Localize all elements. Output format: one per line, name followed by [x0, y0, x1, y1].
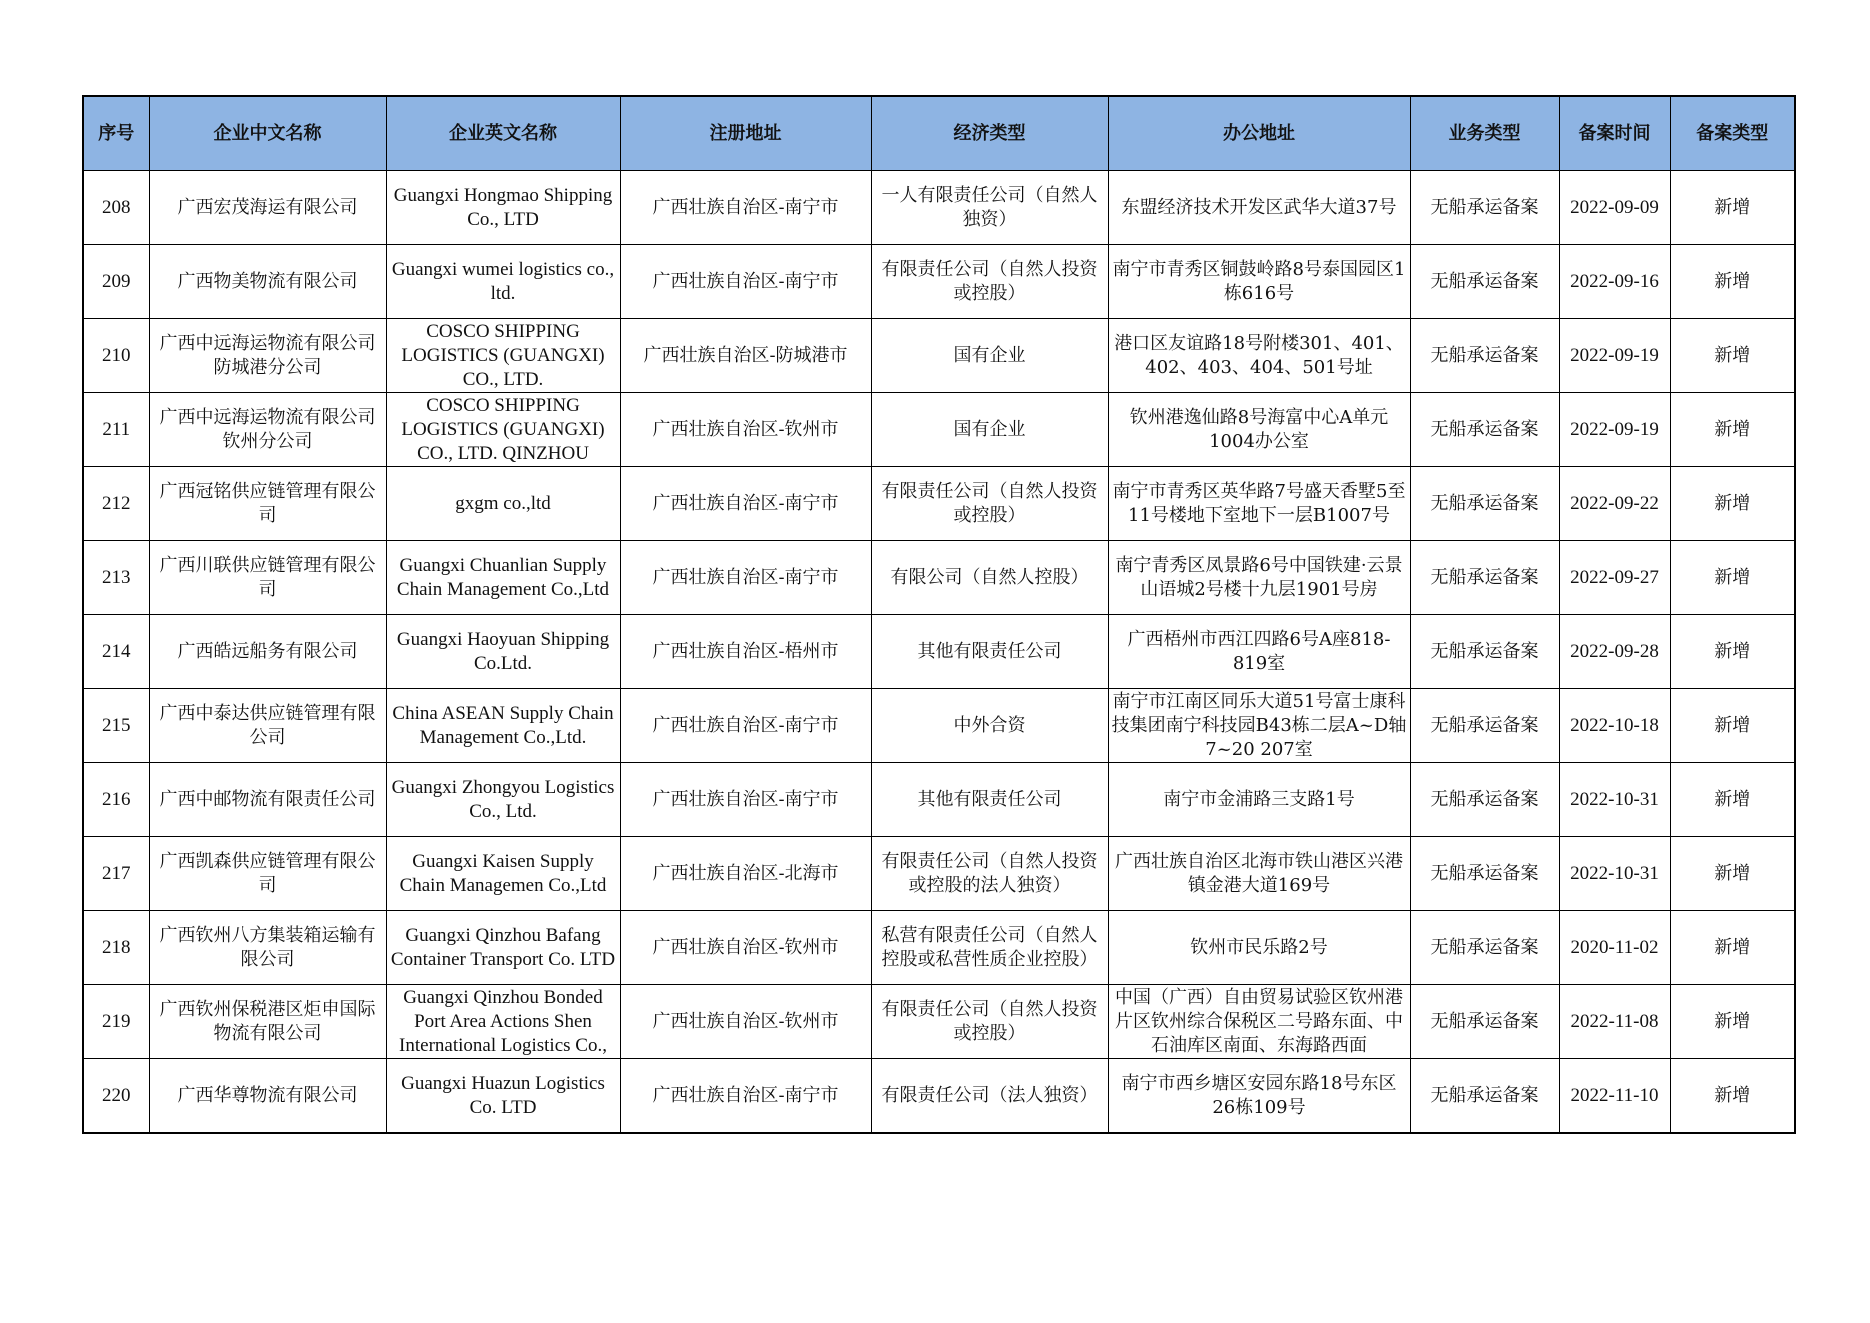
row-en-name: gxgm co.,ltd [386, 467, 620, 541]
row-biz-type: 无船承运备案 [1410, 541, 1559, 615]
row-filing-type: 新增 [1670, 911, 1795, 985]
row-no: 214 [83, 615, 149, 689]
row-cn-name: 广西川联供应链管理有限公司 [149, 541, 386, 615]
header-econ-type: 经济类型 [871, 96, 1108, 171]
row-office-addr: 南宁市青秀区英华路7号盛天香墅5至11号楼地下室地下一层B1007号 [1108, 467, 1410, 541]
row-cn-name: 广西中邮物流有限责任公司 [149, 763, 386, 837]
row-no: 215 [83, 689, 149, 763]
table-row [83, 1059, 1795, 1134]
row-office-addr: 钦州市民乐路2号 [1108, 911, 1410, 985]
row-no: 219 [83, 985, 149, 1059]
row-filing-type: 新增 [1670, 245, 1795, 319]
row-no: 217 [83, 837, 149, 911]
row-reg-addr: 广西壮族自治区-钦州市 [620, 911, 871, 985]
row-office-addr: 广西壮族自治区北海市铁山港区兴港镇金港大道169号 [1108, 837, 1410, 911]
row-filing-type: 新增 [1670, 467, 1795, 541]
row-office-addr: 钦州港逸仙路8号海富中心A单元1004办公室 [1108, 393, 1410, 467]
row-office-addr: 南宁青秀区凤景路6号中国铁建·云景山语城2号楼十九层1901号房 [1108, 541, 1410, 615]
row-cn-name: 广西冠铭供应链管理有限公司 [149, 467, 386, 541]
row-econ-type: 中外合资 [871, 689, 1108, 763]
table-row [83, 171, 1795, 245]
row-office-addr: 南宁市青秀区铜鼓岭路8号泰国园区1栋616号 [1108, 245, 1410, 319]
row-date: 2022-10-18 [1559, 689, 1670, 763]
row-biz-type: 无船承运备案 [1410, 171, 1559, 245]
row-no: 211 [83, 393, 149, 467]
row-en-name: Guangxi Haoyuan Shipping Co.Ltd. [386, 615, 620, 689]
row-reg-addr: 广西壮族自治区-南宁市 [620, 245, 871, 319]
row-biz-type: 无船承运备案 [1410, 1059, 1559, 1134]
row-office-addr: 中国（广西）自由贸易试验区钦州港片区钦州综合保税区二号路东面、中石油库区南面、东海路西面 [1108, 985, 1410, 1059]
header-no: 序号 [83, 96, 149, 171]
row-en-name: Guangxi Chuanlian Supply Chain Management Co.,Ltd [386, 541, 620, 615]
row-en-name: Guangxi wumei logistics co., ltd. [386, 245, 620, 319]
row-en-name: China ASEAN Supply Chain Management Co.,Ltd. [386, 689, 620, 763]
row-econ-type: 其他有限责任公司 [871, 763, 1108, 837]
table-row [83, 985, 1795, 1059]
row-en-name: COSCO SHIPPING LOGISTICS (GUANGXI) CO., LTD. [386, 319, 620, 393]
row-reg-addr: 广西壮族自治区-南宁市 [620, 763, 871, 837]
row-econ-type: 有限责任公司（自然人投资或控股） [871, 467, 1108, 541]
row-office-addr: 南宁市金浦路三支路1号 [1108, 763, 1410, 837]
row-cn-name: 广西钦州八方集装箱运输有限公司 [149, 911, 386, 985]
row-office-addr: 广西梧州市西江四路6号A座818-819室 [1108, 615, 1410, 689]
row-date: 2022-10-31 [1559, 763, 1670, 837]
row-econ-type: 有限责任公司（自然人投资或控股） [871, 985, 1108, 1059]
row-cn-name: 广西中远海运物流有限公司防城港分公司 [149, 319, 386, 393]
row-date: 2020-11-02 [1559, 911, 1670, 985]
row-no: 216 [83, 763, 149, 837]
row-reg-addr: 广西壮族自治区-南宁市 [620, 1059, 871, 1134]
row-cn-name: 广西皓远船务有限公司 [149, 615, 386, 689]
row-filing-type: 新增 [1670, 837, 1795, 911]
header-date: 备案时间 [1559, 96, 1670, 171]
row-cn-name: 广西凯森供应链管理有限公司 [149, 837, 386, 911]
row-filing-type: 新增 [1670, 541, 1795, 615]
row-reg-addr: 广西壮族自治区-南宁市 [620, 689, 871, 763]
row-date: 2022-09-28 [1559, 615, 1670, 689]
row-biz-type: 无船承运备案 [1410, 985, 1559, 1059]
row-date: 2022-11-10 [1559, 1059, 1670, 1134]
row-filing-type: 新增 [1670, 319, 1795, 393]
header-biz-type: 业务类型 [1410, 96, 1559, 171]
row-filing-type: 新增 [1670, 763, 1795, 837]
row-econ-type: 私营有限责任公司（自然人控股或私营性质企业控股） [871, 911, 1108, 985]
row-biz-type: 无船承运备案 [1410, 245, 1559, 319]
row-reg-addr: 广西壮族自治区-南宁市 [620, 467, 871, 541]
row-reg-addr: 广西壮族自治区-北海市 [620, 837, 871, 911]
row-filing-type: 新增 [1670, 689, 1795, 763]
header-en-name: 企业英文名称 [386, 96, 620, 171]
filing-table-sheet [82, 95, 1796, 1134]
row-filing-type: 新增 [1670, 1059, 1795, 1134]
row-date: 2022-09-22 [1559, 467, 1670, 541]
row-cn-name: 广西物美物流有限公司 [149, 245, 386, 319]
row-date: 2022-09-27 [1559, 541, 1670, 615]
row-date: 2022-09-19 [1559, 319, 1670, 393]
row-date: 2022-09-16 [1559, 245, 1670, 319]
row-econ-type: 有限责任公司（自然人投资或控股的法人独资） [871, 837, 1108, 911]
row-date: 2022-09-09 [1559, 171, 1670, 245]
row-econ-type: 国有企业 [871, 319, 1108, 393]
row-biz-type: 无船承运备案 [1410, 319, 1559, 393]
table-row [83, 615, 1795, 689]
row-office-addr: 港口区友谊路18号附楼301、401、402、403、404、501号址 [1108, 319, 1410, 393]
row-no: 220 [83, 1059, 149, 1134]
row-cn-name: 广西宏茂海运有限公司 [149, 171, 386, 245]
row-no: 218 [83, 911, 149, 985]
row-reg-addr: 广西壮族自治区-梧州市 [620, 615, 871, 689]
row-cn-name: 广西中远海运物流有限公司钦州分公司 [149, 393, 386, 467]
table-row [83, 245, 1795, 319]
header-cn-name: 企业中文名称 [149, 96, 386, 171]
row-biz-type: 无船承运备案 [1410, 763, 1559, 837]
row-filing-type: 新增 [1670, 985, 1795, 1059]
row-en-name: Guangxi Hongmao Shipping Co., LTD [386, 171, 620, 245]
row-en-name: Guangxi Qinzhou Bonded Port Area Actions Shen International Logistics Co., [386, 985, 620, 1059]
row-office-addr: 东盟经济技术开发区武华大道37号 [1108, 171, 1410, 245]
row-biz-type: 无船承运备案 [1410, 911, 1559, 985]
row-en-name: Guangxi Qinzhou Bafang Container Transport Co. LTD [386, 911, 620, 985]
row-office-addr: 南宁市江南区同乐大道51号富士康科技集团南宁科技园B43栋二层A~D轴7~20 207室 [1108, 689, 1410, 763]
row-filing-type: 新增 [1670, 393, 1795, 467]
row-date: 2022-09-19 [1559, 393, 1670, 467]
table-row [83, 911, 1795, 985]
row-biz-type: 无船承运备案 [1410, 689, 1559, 763]
row-biz-type: 无船承运备案 [1410, 393, 1559, 467]
row-en-name: Guangxi Huazun Logistics Co. LTD [386, 1059, 620, 1134]
row-reg-addr: 广西壮族自治区-防城港市 [620, 319, 871, 393]
row-no: 209 [83, 245, 149, 319]
row-en-name: COSCO SHIPPING LOGISTICS (GUANGXI) CO., LTD. QINZHOU [386, 393, 620, 467]
row-econ-type: 有限责任公司（自然人投资或控股） [871, 245, 1108, 319]
header-reg-addr: 注册地址 [620, 96, 871, 171]
row-office-addr: 南宁市西乡塘区安园东路18号东区26栋109号 [1108, 1059, 1410, 1134]
row-filing-type: 新增 [1670, 171, 1795, 245]
row-cn-name: 广西钦州保税港区炬申国际物流有限公司 [149, 985, 386, 1059]
table-header-row [83, 96, 1795, 171]
row-biz-type: 无船承运备案 [1410, 837, 1559, 911]
table-row [83, 763, 1795, 837]
row-cn-name: 广西中泰达供应链管理有限公司 [149, 689, 386, 763]
row-cn-name: 广西华尊物流有限公司 [149, 1059, 386, 1134]
row-en-name: Guangxi Zhongyou Logistics Co., Ltd. [386, 763, 620, 837]
row-no: 212 [83, 467, 149, 541]
row-date: 2022-10-31 [1559, 837, 1670, 911]
table-row [83, 689, 1795, 763]
row-no: 213 [83, 541, 149, 615]
row-reg-addr: 广西壮族自治区-南宁市 [620, 171, 871, 245]
row-econ-type: 其他有限责任公司 [871, 615, 1108, 689]
row-biz-type: 无船承运备案 [1410, 615, 1559, 689]
row-no: 210 [83, 319, 149, 393]
table-row [83, 541, 1795, 615]
row-filing-type: 新增 [1670, 615, 1795, 689]
row-reg-addr: 广西壮族自治区-钦州市 [620, 393, 871, 467]
header-office-addr: 办公地址 [1108, 96, 1410, 171]
row-date: 2022-11-08 [1559, 985, 1670, 1059]
filing-table [82, 95, 1796, 1134]
table-row [83, 393, 1795, 467]
row-biz-type: 无船承运备案 [1410, 467, 1559, 541]
row-no: 208 [83, 171, 149, 245]
row-econ-type: 有限公司（自然人控股） [871, 541, 1108, 615]
row-en-name: Guangxi Kaisen Supply Chain Managemen Co.,Ltd [386, 837, 620, 911]
table-row [83, 837, 1795, 911]
row-econ-type: 国有企业 [871, 393, 1108, 467]
row-econ-type: 一人有限责任公司（自然人独资） [871, 171, 1108, 245]
header-filing-type: 备案类型 [1670, 96, 1795, 171]
row-reg-addr: 广西壮族自治区-南宁市 [620, 541, 871, 615]
row-econ-type: 有限责任公司（法人独资） [871, 1059, 1108, 1134]
row-reg-addr: 广西壮族自治区-钦州市 [620, 985, 871, 1059]
table-row [83, 467, 1795, 541]
table-row [83, 319, 1795, 393]
